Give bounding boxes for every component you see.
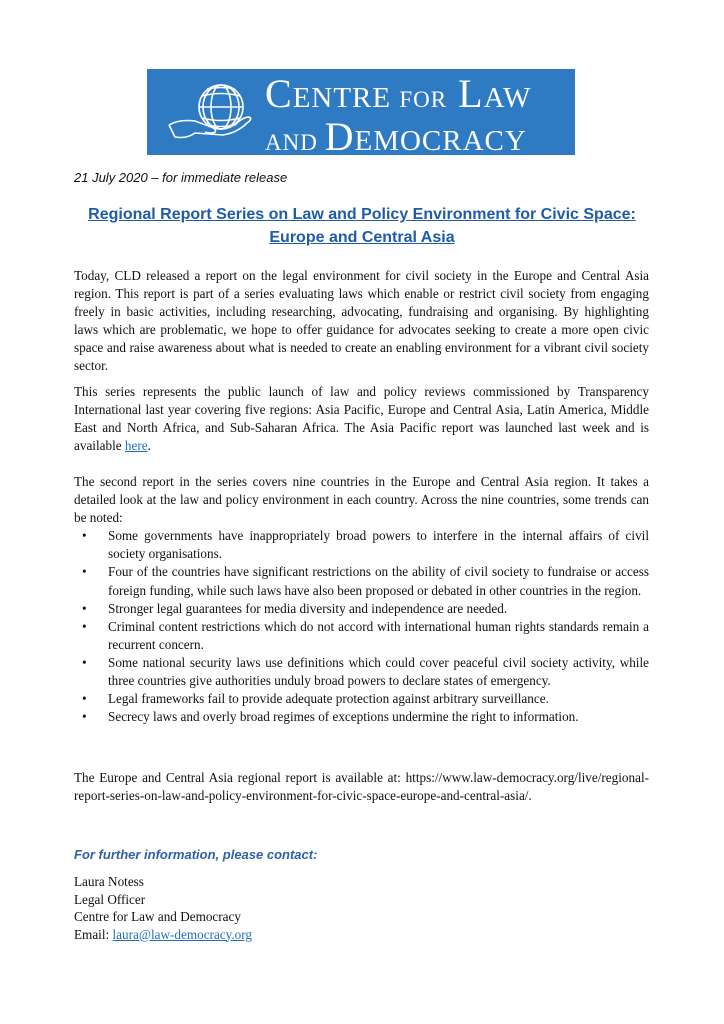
contact-role: Legal Officer — [74, 891, 146, 907]
contact-name: Laura Notess — [74, 874, 144, 889]
cld-logo-banner — [147, 69, 575, 159]
list-item: • Legal frameworks fail to provide adequate protection against arbitrary surveillance. — [108, 690, 649, 708]
list-item: • Stronger legal guarantees for media diversity and independence are needed. — [108, 600, 649, 618]
title-line-1[interactable]: Regional Report Series on Law and Policy Environment for Civic Space: — [88, 206, 636, 223]
title-line-2[interactable]: Europe and Central Asia — [269, 229, 455, 246]
list-item: • Some national security laws use definitions which could cover peaceful civil society activity, while three countries give authorities unduly broad powers to declare states of emergency. — [108, 654, 649, 690]
contact-block — [74, 873, 252, 943]
trends-intro: The second report in the series covers nine countries in the Europe and Central Asia region. It takes a detailed look at the law and policy environment in each country. Across the nine countries, some trends can be noted: — [74, 474, 649, 526]
contact-organisation: Centre for Law and Democracy — [74, 909, 241, 924]
list-item: • Some governments have inappropriately broad powers to interfere in the internal affairs of civil society organisations. — [108, 527, 649, 563]
asia-pacific-report-link[interactable]: here — [124, 438, 148, 454]
list-item: • Criminal content restrictions which do not accord with international human rights standards remain a recurrent concern. — [108, 618, 649, 654]
report-availability-paragraph: The Europe and Central Asia regional report is available at: https://www.law-democracy.org/live/regional-report-series-on-law-and-policy-environment-for-civic-space-europe-and-central-asia/. — [74, 770, 649, 804]
page-title[interactable] — [60, 203, 664, 249]
contact-heading: For further information, please contact: — [74, 847, 318, 862]
contact-email-line: Email: laura@law-democracy.org — [74, 926, 253, 942]
trends-section — [74, 473, 649, 726]
list-item: • Four of the countries have significant restrictions on the ability of civil society to fundraise or access foreign funding, while such laws have also been proposed or debated in other countries in the region. — [108, 563, 649, 599]
contact-email-link[interactable]: laura@law-democracy.org — [112, 926, 253, 942]
trends-list — [74, 527, 649, 726]
series-paragraph: This series represents the public launch of law and policy reviews commissioned by Transparency International last year covering five regions: Asia Pacific, Europe and Central Asia, Latin America, Middle East and North Africa, and Sub-Saharan Africa. The Asia Pacific report was launched last week and is available here. — [74, 384, 649, 454]
intro-paragraph: Today, CLD released a report on the legal environment for civil society in the Europe and Central Asia region. This report is part of a series evaluating laws which enable or restrict civil society from engaging freely in basic activities, including researching, advocating, fundraising and organising. By highlighting laws which are problematic, we hope to offer guidance for advocates seeking to create a more open civic space and raise awareness about what is needed to create an enabling environment for a vibrant civil society sector. — [74, 268, 649, 374]
release-dateline: 21 July 2020 – for immediate release — [74, 170, 288, 185]
list-item: • Secrecy laws and overly broad regimes of exceptions undermine the right to information. — [108, 708, 649, 726]
globe-in-hand-icon — [165, 77, 257, 149]
organisation-name: CENTRE FOR LAW AND DEMOCRACY — [265, 71, 532, 159]
